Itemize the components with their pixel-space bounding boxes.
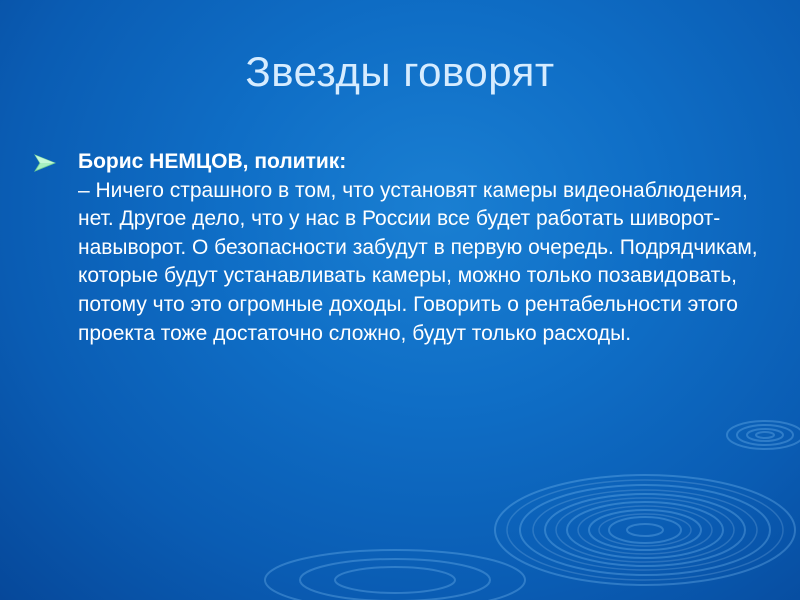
speaker-name: Борис НЕМЦОВ, политик: [78, 150, 347, 173]
quote-text: – Ничего страшного в том, что установят камеры видеонаблюдения, нет. Другое дело, что у нас в России все будет работать шиворот-навыворот. О безопасности забудут в первую очередь. Подрядчикам, которые будут устанавливать камеры, можно только позавидовать, потому что это огромные доходы. Говорить о рентабельности этого проекта тоже достаточно сложно, будут только расходы. [78, 178, 758, 345]
slide-title: Звезды говорят [245, 48, 555, 95]
bullet-text [78, 148, 758, 348]
arrowhead-bullet-icon [34, 154, 56, 172]
